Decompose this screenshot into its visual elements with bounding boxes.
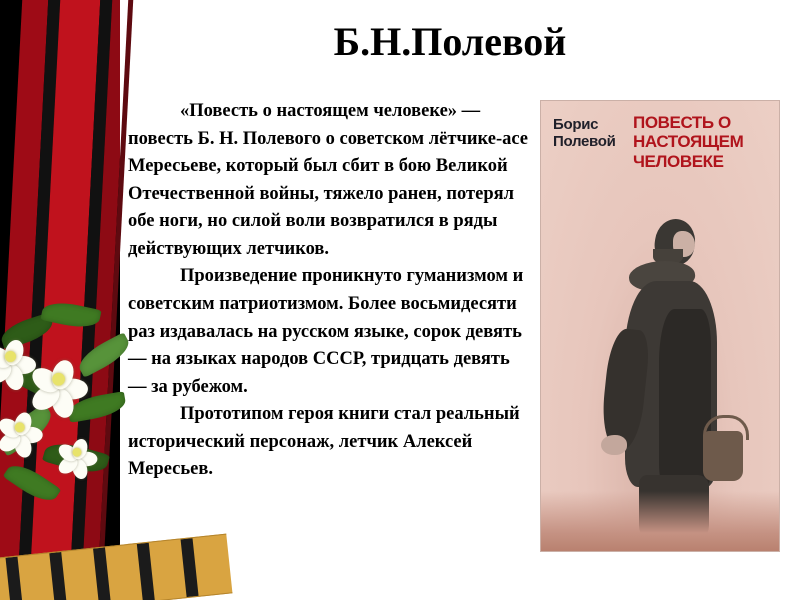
- cover-title: ПОВЕСТЬ О НАСТОЯЩЕМ ЧЕЛОВЕКЕ: [633, 113, 744, 171]
- paragraph-3: Прототипом героя книги стал реальный исторический персонаж, летчик Алексей Мересьев.: [128, 404, 520, 480]
- flower-center: [5, 351, 16, 362]
- flower-center: [15, 422, 25, 432]
- flower-center: [52, 373, 65, 386]
- flower: [7, 411, 56, 460]
- book-cover-image: [540, 100, 780, 552]
- ribbon-stripe: [181, 538, 199, 597]
- paragraph-1: «Повесть о настоящем человеке» — повесть Б. Н. Полевого о советском лётчике-асе Мересьеве, который был сбит в бою Великой Отечественной войны, тяжело ранен, потерял обе ноги, но силой воли возвратился в ряды действующих летчиков.: [128, 101, 528, 259]
- flower: [65, 437, 108, 480]
- ribbon-stripe: [137, 543, 155, 600]
- soldier-hand: [601, 435, 627, 455]
- ribbon-stripe: [6, 557, 24, 600]
- cover-author: Борис Полевой: [553, 116, 616, 150]
- page-title: Б.Н.Полевой: [333, 19, 567, 64]
- ribbon-stripe: [93, 547, 111, 600]
- leaf: [3, 458, 62, 508]
- ribbon-stripe: [49, 552, 67, 600]
- cover-ground: [541, 491, 779, 551]
- flower-center: [73, 448, 82, 457]
- body-text: [128, 98, 532, 484]
- bucket: [703, 431, 743, 481]
- paragraph-2: Произведение проникнуто гуманизмом и советским патриотизмом. Более восьмидесяти раз издавалась на русском языке, сорок девять — на языках народов СССР, тридцать девять — за рубежом.: [128, 266, 524, 397]
